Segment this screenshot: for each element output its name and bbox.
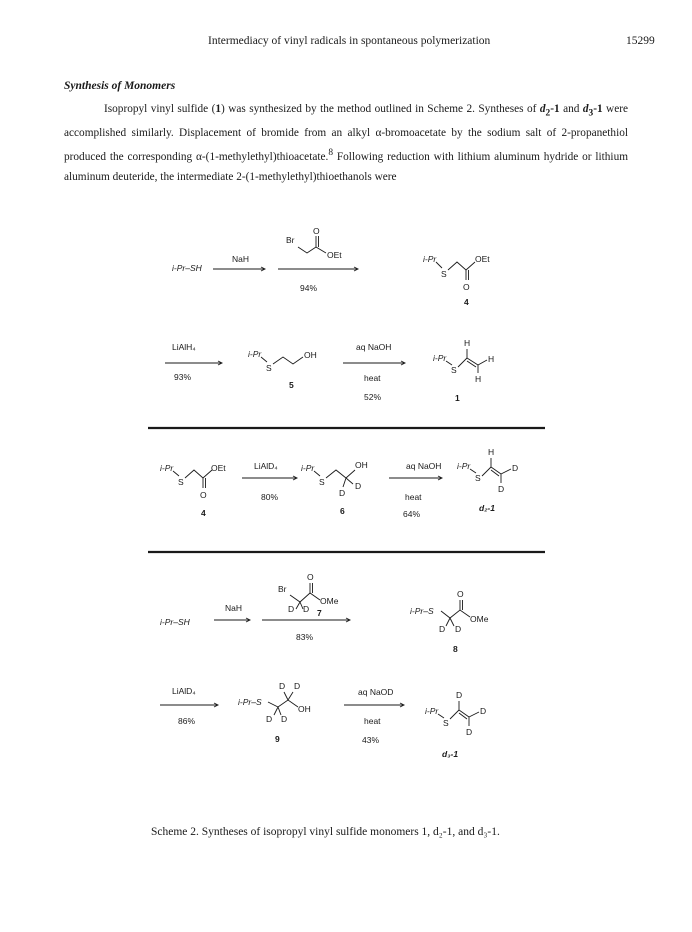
svg-text:i-Pr: i-Pr [248,349,262,359]
scheme-caption: Scheme 2. Syntheses of isopropyl vinyl sulfide monomers 1, d₂-1, and d₃-1. [151,826,500,838]
svg-text:H: H [488,354,495,364]
scheme-row-1 [172,226,490,307]
svg-text:S: S [443,718,449,728]
svg-text:i-Pr: i-Pr [433,353,447,363]
svg-text:i-Pr–S: i-Pr–S [410,606,434,616]
compound-number: 7 [317,608,322,618]
svg-text:H: H [464,338,471,348]
svg-text:i-Pr: i-Pr [425,706,439,716]
svg-text:D: D [339,488,346,498]
svg-text:O: O [463,282,470,292]
svg-text:Br: Br [278,584,287,594]
tetradeutero-thioethanol-skeleton [268,700,298,707]
running-header-title: Intermediacy of vinyl radicals in spontaneous polymerization [208,35,491,47]
reagent-label: LiAlD₄ [254,461,278,471]
reactant-propanethiol: i-Pr–SH [160,617,190,627]
svg-text:D: D [355,481,362,491]
reagent-label: aq NaOH [406,461,442,471]
section-title: Synthesis of Monomers [64,80,176,92]
svg-text:i-Pr–S: i-Pr–S [238,697,262,707]
svg-text:S: S [451,365,457,375]
svg-text:Br: Br [286,235,295,245]
body-paragraph: Isopropyl vinyl sulfide (1) was synthesized by the method outlined in Scheme 2. Syntheses of $d_2-1$ and $d_3-1$ were accomplished similarly. Displacement of bromide from an alkyl α-bromoacetate by the sodium salt of 2-propanethiol produced the corresponding α-(1-methylethyl)thioacetate.$^8$ Following reduction with lithium aluminum hydride or lithium aluminum deuteride, the intermediate 2-(1-methylethyl)thioethanols were [64,103,628,184]
svg-text:D: D [281,714,288,724]
svg-text:D: D [512,463,519,473]
svg-text:D: D [279,681,286,691]
svg-text:OH: OH [355,460,368,470]
svg-text:D: D [303,604,310,614]
svg-text:O: O [307,572,314,582]
svg-text:OMe: OMe [470,614,489,624]
scheme-row-2 [165,338,494,403]
reagent-label: aq NaOD [358,687,394,697]
svg-text:OMe: OMe [320,596,339,606]
compound-number: 8 [453,644,458,654]
yield-label: 93% [174,372,192,382]
svg-text:i-Pr: i-Pr [423,254,437,264]
svg-text:O: O [313,226,320,236]
vinyl-double-bond [467,358,478,365]
deutero-thioethanol-skeleton [326,470,355,478]
svg-text:i-Pr: i-Pr [457,461,471,471]
reagent-label: LiAlH₄ [172,342,196,352]
vinyl-double-bond [459,710,469,717]
compound-number: 4 [464,297,469,307]
scheme-row-5 [160,681,486,759]
reference-marker: 8 [328,148,334,159]
svg-text:OEt: OEt [327,250,342,260]
yield-label: 43% [362,735,380,745]
compound-number: 6 [340,506,345,516]
svg-text:H: H [488,447,495,457]
thioethanol-skeleton [273,357,303,364]
thioacetate-skeleton [448,262,475,270]
bromoacetate-skeleton [298,247,326,253]
svg-text:S: S [475,473,481,483]
reagent-label: aq NaOH [356,342,392,352]
svg-text:S: S [178,477,184,487]
compound-number: d₃-1 [442,749,459,759]
svg-text:heat: heat [405,492,422,502]
svg-text:D: D [288,604,295,614]
compound-number: 4 [201,508,206,518]
reagent-label: NaH [232,254,250,264]
svg-text:D: D [294,681,301,691]
compound-number: 1 [455,393,460,403]
svg-text:OH: OH [298,704,311,714]
svg-text:i-Pr: i-Pr [301,463,315,473]
compound-number: 5 [289,380,294,390]
reactant-propanethiol: i-Pr–SH [172,263,202,273]
svg-text:OH: OH [304,350,317,360]
scheme-row-3 [160,447,518,519]
page-number: 15299 [626,35,655,47]
svg-text:OEt: OEt [475,254,490,264]
svg-text:D: D [439,624,446,634]
svg-text:D: D [456,690,463,700]
compound-number: 9 [275,734,280,744]
compound-number: d₂-1 [479,503,495,513]
deutero-bromoacetate-skeleton [290,593,320,602]
svg-text:D: D [466,727,473,737]
svg-text:O: O [200,490,207,500]
svg-text:heat: heat [364,373,381,383]
deutero-thioacetate-skeleton [441,610,470,618]
vinyl-double-bond [491,467,501,474]
svg-text:OEt: OEt [211,463,226,473]
svg-text:D: D [480,706,487,716]
svg-text:i-Pr: i-Pr [160,463,174,473]
reagent-label: LiAlD₄ [172,686,196,696]
yield-label: 94% [300,283,318,293]
svg-text:D: D [498,484,505,494]
svg-text:heat: heat [364,716,381,726]
svg-text:S: S [266,363,272,373]
svg-text:D: D [266,714,273,724]
yield-label: 86% [178,716,196,726]
yield-label: 64% [403,509,421,519]
reagent-label: NaH [225,603,243,613]
svg-text:O: O [457,589,464,599]
svg-text:S: S [319,477,325,487]
yield-label: 80% [261,492,279,502]
svg-text:S: S [441,269,447,279]
yield-label: 83% [296,632,314,642]
thioacetate-skeleton [185,470,212,478]
svg-text:H: H [475,374,482,384]
scheme-row-4 [160,572,489,654]
yield-label: 52% [364,392,382,402]
svg-text:D: D [455,624,462,634]
